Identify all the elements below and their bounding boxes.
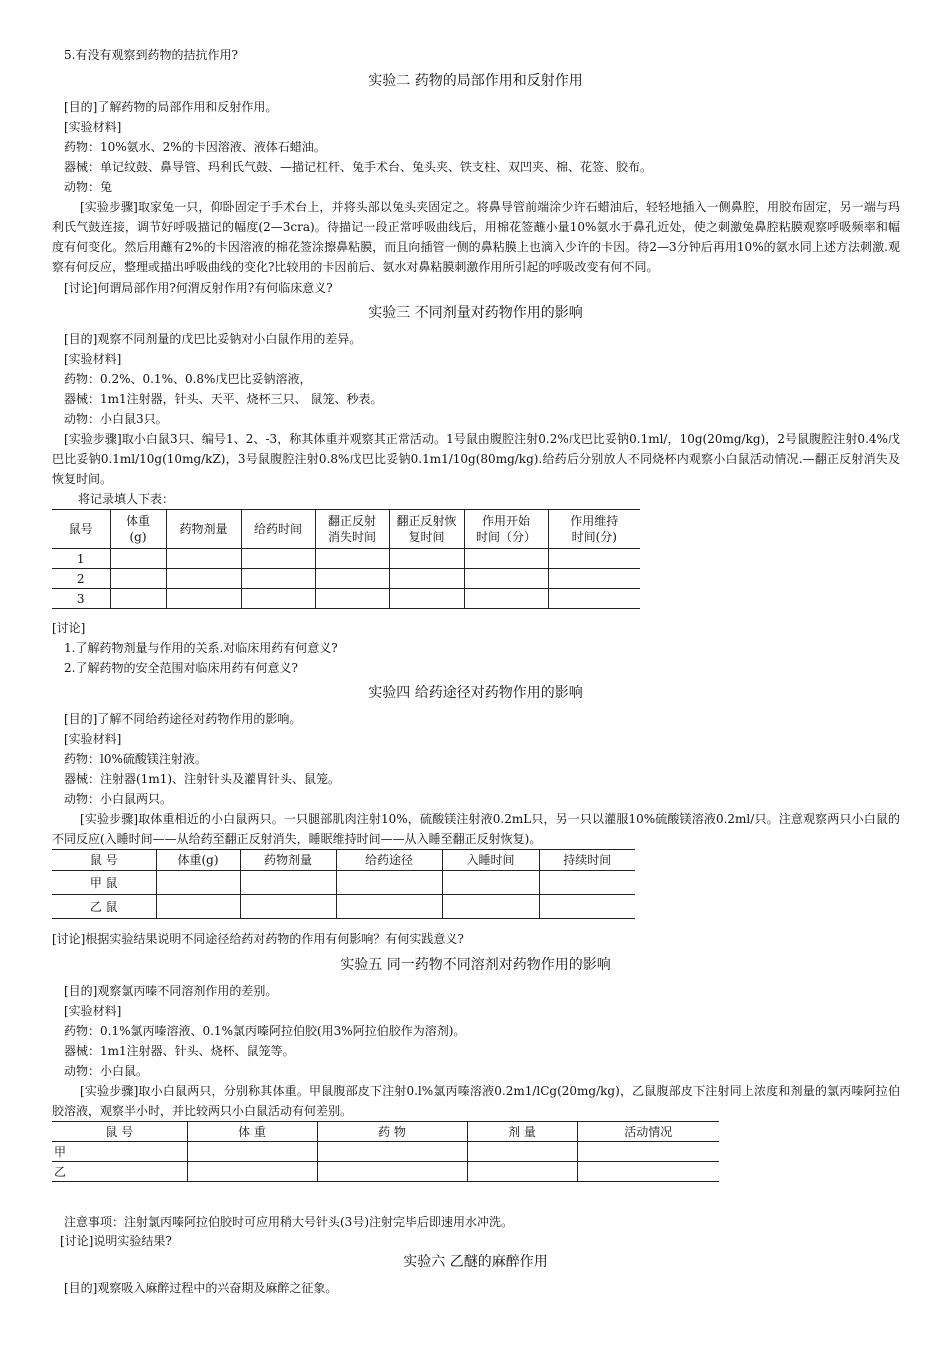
exp5-equipment: 器械：1m1注射器、针头、烧杯、鼠笼等。 [64, 1044, 295, 1058]
exp3-col-header: 药物剂量 [166, 510, 241, 549]
exp3-col-header [389, 510, 464, 549]
table-row [52, 871, 635, 895]
exp4-purpose: [目的]了解不同给药途径对药物作用的影响。 [64, 712, 302, 726]
exp3-drugs: 药物：0.2%、0.1%、0.8%戊巴比妥钠溶液， [64, 372, 312, 386]
empty-cell [539, 895, 635, 919]
empty-cell [166, 569, 241, 589]
empty-cell [336, 895, 442, 919]
empty-cell [548, 589, 640, 609]
table-row [52, 895, 635, 919]
exp5-discussion: [讨论]说明实验结果? [60, 1234, 172, 1248]
exp4-col-header: 持续时间 [539, 850, 635, 871]
exp5-col-header: 药 物 [317, 1122, 467, 1142]
exp5-col-header: 鼠 号 [52, 1122, 187, 1142]
exp3-col-header: 鼠号 [52, 510, 110, 549]
empty-cell [467, 1162, 577, 1182]
exp3-col-header-text: 作用维持 时间(分) [570, 514, 619, 544]
exp3-purpose: [目的]观察不同剂量的戊巴比妥钠对小白鼠作用的差异。 [64, 332, 362, 346]
exp4-col-header: 鼠 号 [52, 850, 156, 871]
empty-cell [187, 1162, 317, 1182]
empty-cell [240, 895, 336, 919]
empty-cell [548, 549, 640, 569]
empty-cell [464, 569, 548, 589]
row-label: 甲 [52, 1142, 187, 1162]
exp4-table [52, 849, 635, 919]
exp4-steps: [实验步骤]取体重相近的小白鼠两只。一只腿部肌肉注射10%，硫酸镁注射液0.2mL只，另一只以灌服10%硫酸镁溶液0.2ml/只。注意观察两只小白鼠的不同反应(入睡时间——从给药至翻正反射消失，睡眠维持时间——从入睡至翻正反射恢复)。 [52, 812, 900, 846]
empty-cell [110, 549, 166, 569]
exp4-col-header: 体重(g) [156, 850, 240, 871]
empty-cell [187, 1142, 317, 1162]
exp4-materials-label: [实验材料] [64, 732, 122, 746]
exp3-col-header [110, 510, 166, 549]
empty-cell [577, 1162, 719, 1182]
exp5-col-header: 剂 量 [467, 1122, 577, 1142]
empty-cell [467, 1142, 577, 1162]
exp4-animals: 动物：小白鼠两只。 [64, 792, 173, 806]
exp5-drugs: 药物：0.1%氯丙嗪溶液、0.1%氯丙嗪阿拉伯胶(用3%阿拉伯胶作为溶剂)。 [64, 1024, 466, 1038]
exp3-col-header-text: 翻正反射恢 复时间 [396, 514, 457, 544]
exp5-note: 注意事项：注射氯丙嗪阿拉伯胶时可应用稍大号针头(3号)注射完毕后即速用水冲洗。 [64, 1215, 514, 1229]
table-row [52, 1142, 719, 1162]
exp3-col-header [315, 510, 389, 549]
empty-cell [539, 871, 635, 895]
exp3-col-header-text: 翻正反射 消失时间 [327, 514, 376, 544]
table-row [52, 569, 640, 589]
empty-cell [240, 871, 336, 895]
exp2-steps: [实验步骤]取家兔一只，仰卧固定于手术台上，并将头部以兔头夹固定之。将鼻导管前端涂少许石蜡油后，轻轻地插入一侧鼻腔，用胶布固定，另一端与玛利氏气鼓连接，调节好呼吸描记的幅度(2—3cra)。待描记一段正常呼吸曲线后，用棉花签蘸小量10%氨水于鼻孔近处，使之刺激兔鼻腔粘膜观察呼吸频率和幅度有何变化。然后用蘸有2%的卡因溶液的棉花签涂擦鼻粘膜，而且向插管一侧的鼻粘膜上也滴入少许的卡因。待2—3分钟后再用10%的氨水同上述方法刺激.观察有何反应，整理或描出呼吸曲线的变化?比较用的卡因前后、氨水对鼻粘膜刺激作用所引起的呼吸改变有何不同。 [52, 200, 900, 274]
empty-cell [442, 871, 539, 895]
empty-cell [166, 549, 241, 569]
exp4-table-header [52, 850, 635, 871]
exp2-drugs: 药物：10%氨水、2%的卡因溶液、液体石蜡油。 [64, 140, 326, 154]
exp4-title: 实验四 给药途径对药物作用的影响 [368, 685, 583, 701]
empty-cell [389, 589, 464, 609]
table-row [52, 1162, 719, 1182]
exp3-animals: 动物：小白鼠3只。 [64, 412, 168, 426]
exp2-discussion: [讨论]何谓局部作用?何渭反射作用?有何临床意义? [64, 281, 333, 295]
exp5-materials-label: [实验材料] [64, 1004, 122, 1018]
exp3-equipment: 器械：1m1注射器，针头、天平、烧杯三只、 鼠笼、秒表。 [64, 392, 383, 406]
empty-cell [442, 895, 539, 919]
exp4-equipment: 器械：注射器(1m1)、注射针头及灌胃针头、鼠笼。 [64, 772, 341, 786]
empty-cell [156, 895, 240, 919]
empty-cell [110, 569, 166, 589]
exp3-col-header: 给药时间 [241, 510, 315, 549]
exp5-steps: [实验步骤]取小白鼠两只，分别称其体重。甲鼠腹部皮下注射0.l%氯丙嗪溶液0.2m1/lCg(20mg/kg)，乙鼠腹部皮下注射同上浓度和剂量的氯丙嗪阿拉伯胶溶液，观察半小时，并比较两只小白鼠活动有何差别。 [52, 1084, 900, 1118]
empty-cell [317, 1142, 467, 1162]
row-number: 2 [52, 569, 110, 589]
exp3-col-header-text: 作用开始 时间（分） [475, 514, 536, 544]
row-label: 乙 [52, 1162, 187, 1182]
empty-cell [464, 549, 548, 569]
exp5-col-header: 活动情况 [577, 1122, 719, 1142]
exp5-col-header: 体 重 [187, 1122, 317, 1142]
exp2-animals: 动物：兔 [64, 180, 113, 194]
exp4-col-header: 给药途径 [336, 850, 442, 871]
empty-cell [156, 871, 240, 895]
empty-cell [110, 589, 166, 609]
empty-cell [315, 569, 389, 589]
exp5-table [52, 1121, 719, 1182]
exp3-record-note: 将记录填人下表： [78, 492, 175, 506]
exp2-materials-label: [实验材料] [64, 120, 122, 134]
exp3-col-header [464, 510, 548, 549]
exp5-table-header [52, 1122, 719, 1142]
exp5-title: 实验五 同一药物不同溶剂对药物作用的影响 [340, 957, 611, 973]
exp6-purpose: [目的]观察吸入麻醉过程中的兴奋期及麻醉之征象。 [64, 1281, 338, 1295]
table-row [52, 589, 640, 609]
row-number: 3 [52, 589, 110, 609]
row-number: 1 [52, 549, 110, 569]
exp3-discussion-label: [讨论] [52, 621, 86, 635]
exp4-discussion: [讨论]根据实验结果说明不同途径给药对药物的作用有何影响？有何实践意义? [52, 932, 464, 946]
empty-cell [464, 589, 548, 609]
row-label: 甲 鼠 [52, 871, 156, 895]
exp2-purpose: [目的]了解药物的局部作用和反射作用。 [64, 100, 278, 114]
exp4-col-header: 入睡时间 [442, 850, 539, 871]
exp4-drugs: 药物：l0%硫酸镁注射液。 [64, 752, 207, 766]
exp3-table-header [52, 510, 640, 549]
empty-cell [336, 871, 442, 895]
exp5-purpose: [目的]观察氯丙嗪不同溶剂作用的差别。 [64, 984, 278, 998]
empty-cell [317, 1162, 467, 1182]
empty-cell [241, 549, 315, 569]
exp3-materials-label: [实验材料] [64, 352, 122, 366]
empty-cell [241, 589, 315, 609]
question-5: 5.有没有观察到药物的拮抗作用? [64, 48, 238, 62]
exp6-title: 实验六 乙醚的麻醉作用 [403, 1254, 548, 1270]
exp3-question-1: 1.了解药物剂量与作用的关系.对临床用药有何意义? [64, 641, 338, 655]
empty-cell [166, 589, 241, 609]
exp5-animals: 动物：小白鼠。 [64, 1064, 149, 1078]
exp2-title: 实验二 药物的局部作用和反射作用 [368, 73, 583, 89]
exp3-steps: [实验步骤]取小白鼠3只、编号1、2、-3，称其体重并观察其正常活动。1号鼠由腹腔注射0.2%戊巴比妥钠0.1ml/，10g(20mg/kg)，2号鼠腹腔注射0.4%戊巴比妥钠0.1ml/10g(10mg/kZ)，3号鼠腹腔注射0.8%戊巴比妥钠0.1m1/10g(80mg/kg).给药后分别放人不同烧杯内观察小白鼠活动情况.—翻正反射消失及恢复时间。 [52, 432, 900, 486]
empty-cell [389, 569, 464, 589]
empty-cell [577, 1142, 719, 1162]
empty-cell [315, 589, 389, 609]
exp3-col-header-text: 体重 (g) [125, 514, 150, 544]
row-label: 乙 鼠 [52, 895, 156, 919]
exp4-col-header: 药物剂量 [240, 850, 336, 871]
exp3-question-2: 2.了解药物的安全范围对临床用药有何意义? [64, 661, 298, 675]
empty-cell [315, 549, 389, 569]
exp3-col-header [548, 510, 640, 549]
exp3-table [52, 509, 640, 609]
empty-cell [241, 569, 315, 589]
table-row [52, 549, 640, 569]
exp3-title: 实验三 不同剂量对药物作用的影响 [368, 305, 583, 321]
empty-cell [548, 569, 640, 589]
exp2-equipment: 器械：单记纹鼓、鼻导管、玛利氏气鼓、—描记杠杆、兔手术台、兔头夹、铁支柱、双凹夹、棉、花签、胶布。 [64, 160, 653, 174]
empty-cell [389, 549, 464, 569]
